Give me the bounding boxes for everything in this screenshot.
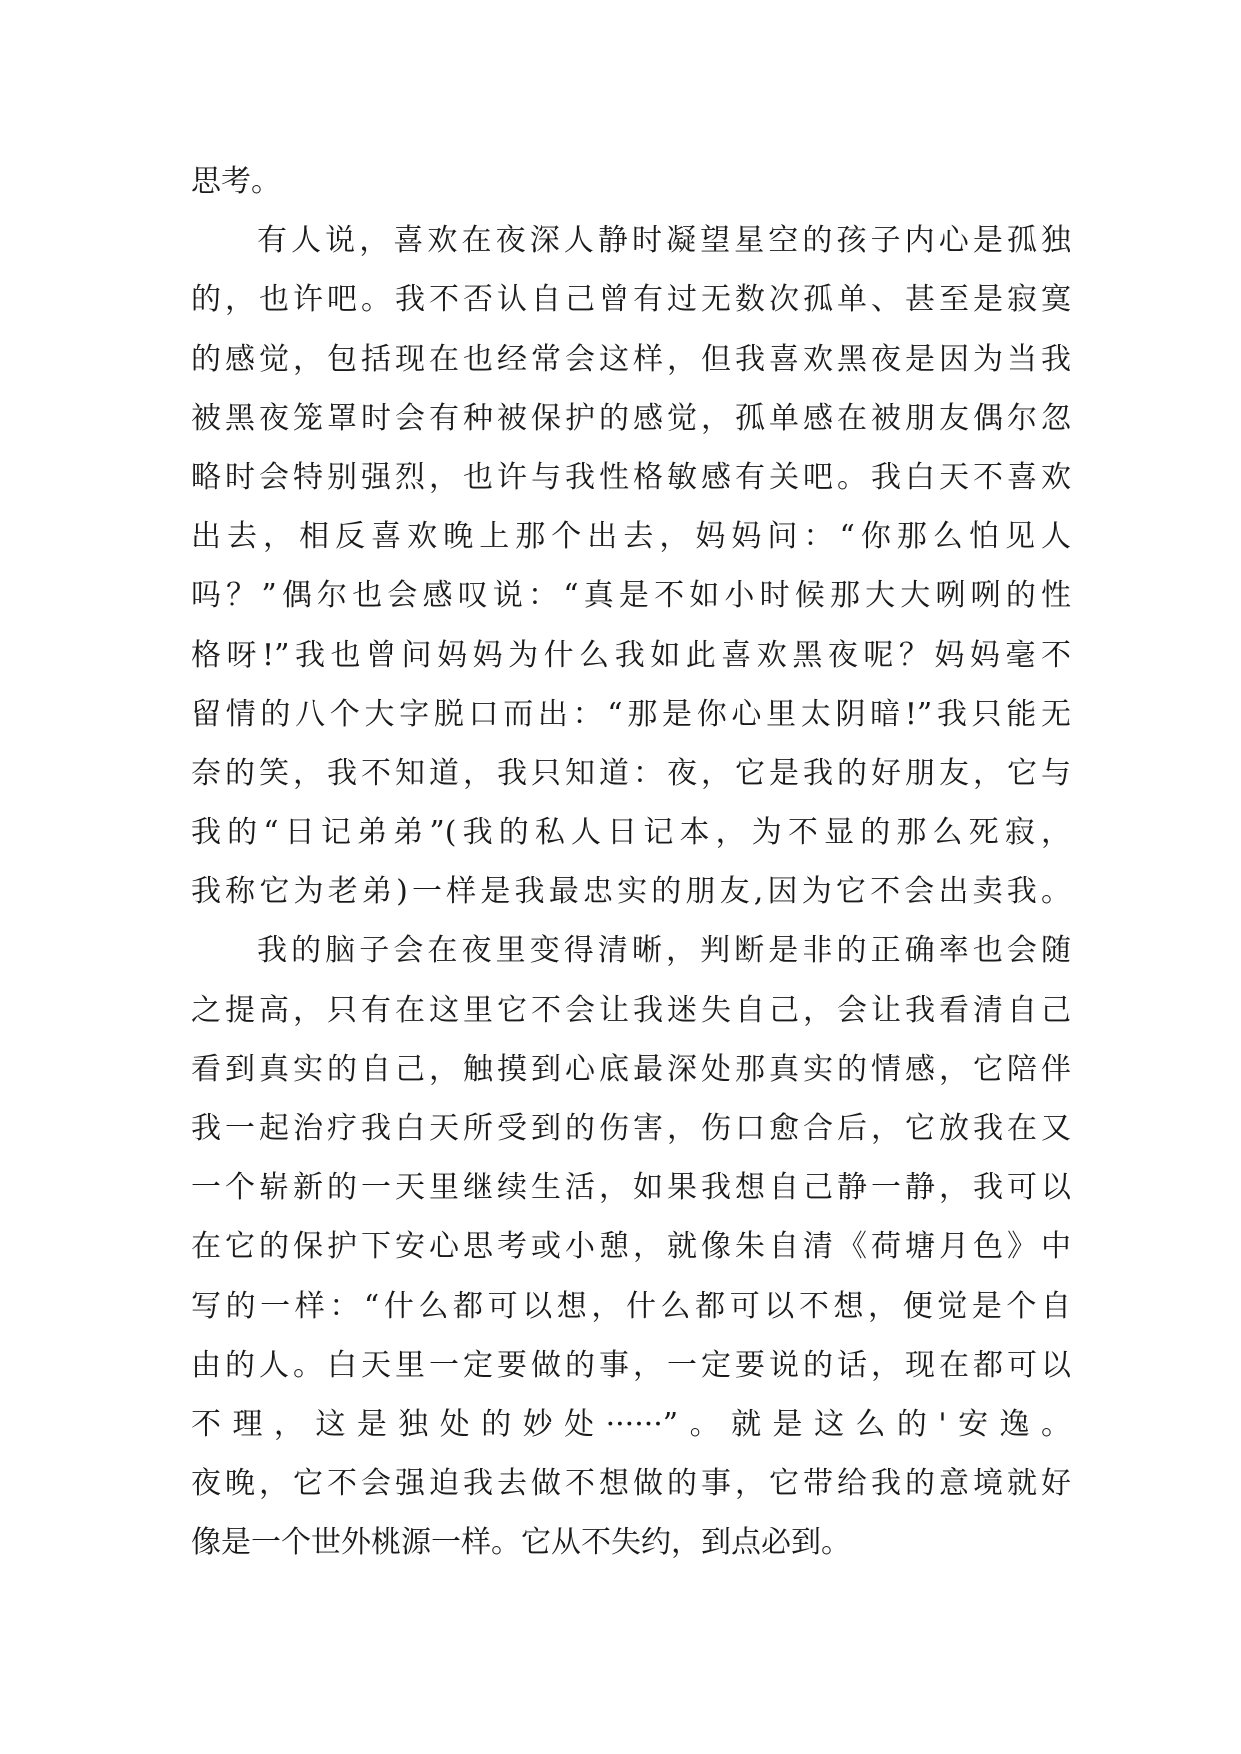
text-line: 的感觉，包括现在也经常会这样，但我喜欢黑夜是因为当我 — [191, 341, 1071, 377]
text-line: 被黑夜笼罩时会有种被保护的感觉，孤单感在被朋友偶尔忽 — [191, 400, 1071, 436]
text-line: 思考。 — [191, 164, 281, 199]
text-line: 一个崭新的一天里继续生活，如果我想自己静一静，我可以 — [191, 1170, 1071, 1206]
body-text — [191, 152, 1071, 1573]
text-line: 奈的笑，我不知道，我只知道：夜，它是我的好朋友，它与 — [191, 755, 1071, 791]
text-line: 不理，这是独处的妙处······”。就是这么的'安逸。 — [191, 1406, 1071, 1442]
text-line: 写的一样：“什么都可以想，什么都可以不想，便觉是个自 — [191, 1288, 1071, 1324]
text-line: 吗？”偶尔也会感叹说：“真是不如小时候那大大咧咧的性 — [191, 578, 1071, 614]
text-line: 我称它为老弟)一样是我最忠实的朋友,因为它不会出卖我。 — [191, 874, 1071, 910]
text-line: 略时会特别强烈，也许与我性格敏感有关吧。我白天不喜欢 — [191, 459, 1071, 495]
text-line: 像是一个世外桃源一样。它从不失约，到点必到。 — [191, 1525, 851, 1561]
text-line: 留情的八个大字脱口而出：“那是你心里太阴暗!”我只能无 — [191, 696, 1071, 732]
text-line: 之提高，只有在这里它不会让我迷失自己，会让我看清自己 — [191, 992, 1071, 1028]
text-line: 出去，相反喜欢晚上那个出去，妈妈问：“你那么怕见人 — [191, 519, 1071, 555]
text-line: 在它的保护下安心思考或小憩，就像朱自清《荷塘月色》中 — [191, 1229, 1071, 1265]
text-line: 的，也许吧。我不否认自己曾有过无数次孤单、甚至是寂寞 — [191, 282, 1071, 318]
text-line: 看到真实的自己，触摸到心底最深处那真实的情感，它陪伴 — [191, 1051, 1071, 1087]
text-line: 我一起治疗我白天所受到的伤害，伤口愈合后，它放我在又 — [191, 1111, 1071, 1146]
paragraph-first-line: 有人说，喜欢在夜深人静时凝望星空的孩子内心是孤独 — [257, 223, 1071, 259]
text-line: 我的“日记弟弟”(我的私人日记本，为不显的那么死寂， — [191, 815, 1071, 851]
text-line: 由的人。白天里一定要做的事，一定要说的话，现在都可以 — [191, 1347, 1071, 1383]
paragraph-first-line: 我的脑子会在夜里变得清晰，判断是非的正确率也会随 — [257, 933, 1071, 969]
text-line: 格呀!”我也曾问妈妈为什么我如此喜欢黑夜呢？妈妈毫不 — [191, 637, 1071, 673]
text-line: 夜晚，它不会强迫我去做不想做的事，它带给我的意境就好 — [191, 1466, 1071, 1502]
